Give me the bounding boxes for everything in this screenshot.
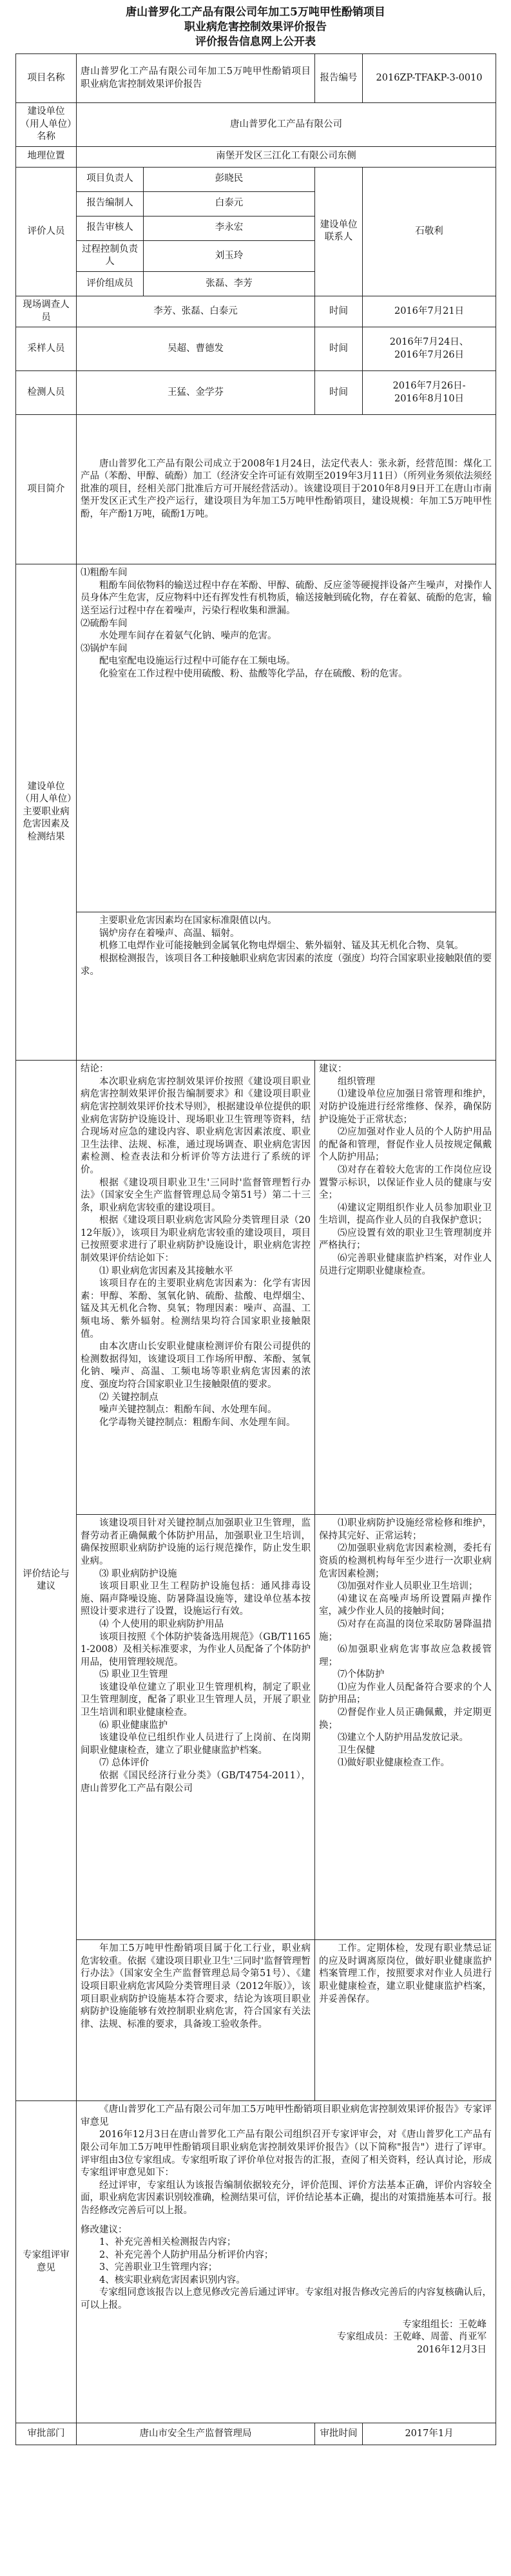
- survey-value: 李芳、张磊、白泰元: [77, 296, 315, 327]
- staff-names: 刘玉玲: [144, 240, 315, 271]
- staff-names: 李永宏: [144, 216, 315, 240]
- expert-date: 2016年12月3日: [416, 2344, 487, 2355]
- row-results: [16, 912, 496, 1061]
- tech-contact-value: 石敬利: [363, 167, 496, 296]
- conclusion-para: 由本次唐山长安职业健康检测评价有限公司提供的检测数据得知，该建设项目工作场所甲醇、苯酚、氢氧化钠、噪声、高温、工频电场等职业病危害因素的浓度、强度均符合国家职业卫生接触限值的要求。: [81, 1341, 311, 1390]
- project-name-label: 项目名称: [16, 54, 77, 103]
- conclusion-para: ⑴ 职业病危害因素及其接触水平: [99, 1265, 233, 1276]
- conclusion-para: 该建设项目针对关键控制点加强职业卫生管理，监督劳动者正确佩戴个体防护用品，加强职业卫生培训，确保按照职业病防护设施的运行规范操作，防止发生职业病。: [81, 1518, 311, 1566]
- survey-label: 现场调查人员: [16, 296, 77, 327]
- suggestion-para: ⑸应设置有效的职业卫生管理制度并严格执行；: [319, 1227, 492, 1251]
- hazard-line: ⑴粗酚车间: [81, 568, 128, 579]
- staff-label: 评价人员: [16, 167, 77, 296]
- location-label: 地理位置: [16, 146, 77, 167]
- row-project-name: [16, 54, 496, 103]
- expert-para: 2016年12月3日在唐山普罗化工产品有限公司组织召开专家评审会，对《唐山普罗化工产品有限公司年加工5万吨甲性酚销项目职业病危害控制效果评价报告》（以下简称"报告"）进行了评审。评审组由3位专家组成。专家组听取了评价单位对报告的汇报，查阅了相关资料，经认真讨论，形成专家组评审意见如下：: [81, 2129, 492, 2178]
- testing-time-value: [363, 371, 496, 415]
- sampling-time-line: 2016年7月24日、: [389, 337, 469, 348]
- staff-role: 过程控制负责人: [77, 240, 144, 271]
- results-cell: [77, 912, 496, 1061]
- conclusion-para: 依据《国民经济行业分类》（GB/T4754-2011），唐山普罗化工产品有限公司: [81, 1771, 311, 1794]
- expert-para: 经过评审，专家组认为该报告编制依据较充分，评价范围、评价方法基本正确，评价内容较全面，职业病危害因素识别较准确，检测结果可信，评价结论基本正确，提出的对策措施基本可行。报告经修改完善后可以上报。: [81, 2180, 492, 2216]
- conclusion-para: 该项目按照《个体防护装备选用规范》（GB/T11651-2008）及相关标准要求，为作业人员配备了个体防护用品，使用管理较规范。: [81, 1631, 311, 1668]
- survey-time-label: 时间: [315, 296, 363, 327]
- result-line: 锅炉房存在着噪声、高温、辐射。: [99, 928, 240, 939]
- conclusion-para: 该项目职业卫生工程防护设施包括：通风排毒设施、隔声降噪设施、防暑降温设施等，建设单位基本按照设计要求进行了设置，设施运行有效。: [81, 1581, 311, 1617]
- suggestion-para: ⑷建议定期组织作业人员参加职业卫生培训，提高作业人员的自我保护意识；: [319, 1202, 492, 1226]
- row-overview: [16, 415, 496, 564]
- sampling-time-line: 2016年7月26日: [394, 349, 465, 360]
- conclusion-right-2: [315, 1515, 496, 1940]
- approval-dept-label: 审批部门: [16, 2423, 77, 2445]
- suggestion-para: ⑶建立个人防护用品发放记录。: [338, 1733, 469, 1744]
- conclusion-para: 噪声关键控制点：粗酚车间、水处理车间。: [99, 1405, 277, 1416]
- staff-role: 报告编制人: [77, 191, 144, 216]
- expert-suggestion: 4、核实职业病危害因素识别内容。: [99, 2274, 246, 2285]
- conclusion-para: 根据《建设项目职业卫生'三同时'监督管理暂行办法》（国家安全生产监督管理总局令第51号）第二十三条，职业病危害较重的建设项目。: [81, 1177, 311, 1213]
- testing-time-line: 2016年8月10日: [394, 393, 465, 404]
- row-unit: [16, 103, 496, 147]
- conclusion-right-3: 工作。定期体检，发现有职业禁忌证的应及时调离原岗位，做好职业健康监护档案管理工作，按照要求对作业人员进行职业健康检查，建立职业健康监护档案，并妥善保存。: [315, 1940, 496, 2101]
- conclusion-left-title: 结论：: [81, 1064, 109, 1075]
- approval-time-value: 2017年1月: [363, 2423, 496, 2445]
- conclusion-para: 根据《建设项目职业病危害风险分类管理目录（2012年版）》，该项目为职业病危害较重的建设项目，项目已按照要求进行了职业病防护设施设计，职业病危害控制效果评价结论如下：: [81, 1215, 311, 1264]
- expert-members-signature: 专家组成员：王乾峰、周蕾、肖亚军: [337, 2332, 487, 2343]
- expert-suggestion: 3、完善职业卫生管理内容；: [99, 2262, 218, 2273]
- suggestion-para: ⑷建议在高噪声场所设置隔声操作室，减少作业人员的接触时间；: [319, 1593, 492, 1617]
- row-sampling: [16, 327, 496, 371]
- suggestion-para: ⑺个体防护: [338, 1669, 385, 1680]
- conclusion-para: ⑶ 职业病防护设施: [99, 1568, 177, 1579]
- hazards-label: 建设单位（用人单位）主要职业病危害因素及检测结果: [16, 564, 77, 1061]
- row-conclusion-3: [16, 1940, 496, 2101]
- staff-names: 彭晓民: [144, 167, 315, 191]
- expert-cell: [77, 2101, 496, 2423]
- expert-leader-signature: 专家组组长：王乾峰: [402, 2319, 487, 2330]
- row-testing: [16, 371, 496, 415]
- testing-value: 王猛、金学芬: [77, 371, 315, 415]
- testing-time-label: 时间: [315, 371, 363, 415]
- conclusion-para: ⑵ 关键控制点: [99, 1392, 159, 1403]
- conclusion-para: ⑸ 职业卫生管理: [99, 1669, 168, 1680]
- suggestion-para: 卫生保健: [338, 1745, 376, 1756]
- header-line-2: 职业病危害控制效果评价报告: [184, 21, 327, 34]
- hazard-line: 粗酚车间依物料的输送过程中存在苯酚、甲醇、硫酚、反应釜等硬搅拌设备产生噪声，对操作人员身体产生危害，反应物料中还有挥发性有机物质，输送接触到硫化物，存在着氨、硫酚的危害，输送至运行过程中存在着噪声，污染行程收集和泄漏。: [81, 580, 492, 616]
- staff-role: 报告审核人: [77, 216, 144, 240]
- staff-role: 评价组成员: [77, 271, 144, 296]
- conclusion-left: [77, 1061, 315, 1515]
- suggestion-para: ⑴做好职业健康检查工作。: [338, 1758, 450, 1769]
- overview-label: 项目简介: [16, 415, 77, 564]
- conclusion-right: [315, 1061, 496, 1515]
- row-location: [16, 146, 496, 167]
- conclusion-para: 该项目存在的主要职业病危害因素为：化学有害因素：甲醇、苯酚、氢氧化钠、硫酚、盐酸、电焊烟尘、锰及其无机化合物、臭氧；物理因素：噪声、高温、工频电场、紫外辐射。检测结果均符合国家职业接触限值。: [81, 1278, 311, 1340]
- suggestion-para: ⑹加强职业病危害事故应急救援管理；: [319, 1644, 492, 1668]
- suggestion-para: ⑶加强对作业人员职业卫生培训；: [338, 1581, 478, 1592]
- hazard-line: ⑶锅炉车间: [81, 643, 128, 654]
- sampling-value: 吴超、曹德发: [77, 327, 315, 371]
- sampling-time-label: 时间: [315, 327, 363, 371]
- conclusion-left-3: 年加工5万吨甲性酚销项目属于化工行业，职业病危害较重。依据《建设项目职业卫生'三同时'监督管理暂行办法》（国家安全生产监督管理总局令第51号）、《建设项目职业病危害风险分类管理目录（2012年版）》，该项目职业病防护设施基本符合要求，结论为该项目职业病防护设施能够有效控制职业病危害，符合国家有关法律、法规、标准的要求，具备竣工验收条件。: [77, 1940, 315, 2101]
- hazards-cell: [77, 564, 496, 912]
- row-hazards: [16, 564, 496, 912]
- hazard-line: 配电室配电设施运行过程中可能存在工频电场。: [99, 656, 296, 667]
- conclusion-right-title: 建议：: [319, 1064, 347, 1075]
- conclusion-para: ⑺ 总体评价: [99, 1758, 149, 1769]
- staff-names: 张磊、李芳: [144, 271, 315, 296]
- sampling-time-value: [363, 327, 496, 371]
- location-value: 南堡开发区三江化工有限公司东侧: [77, 146, 496, 167]
- hazard-line: 化验室在工作过程中使用硫酸、粉、盐酸等化学品，存在硫酸、粉的危害。: [99, 668, 408, 679]
- expert-closing: 专家组同意该报告以上意见修改完善后通过评审。专家组对报告修改完善后的内容复核确认后，可以上报。: [81, 2287, 492, 2311]
- conclusion-label: 评价结论与建议: [16, 1061, 77, 2101]
- staff-row: [16, 167, 496, 191]
- row-conclusion: [16, 1061, 496, 1515]
- suggestion-para: ⑶对存在着较大危害的工作岗位应设置警示标识，以保证作业人员的健康与安全；: [319, 1164, 492, 1201]
- expert-suggestion: 1、补充完善相关检测报告内容；: [99, 2237, 236, 2248]
- expert-suggest-title: 修改建议：: [81, 2224, 128, 2235]
- overview-text: 唐山普罗化工产品有限公司成立于2008年1月24日，法定代表人：张永新，经营范围：煤化工产品（苯酚、甲醇、硫酚）加工（经济安全许可证有效期至2019年3月11日）（所列业务须依法须经批准的项目，经相关部门批准后方可开展经营活动）。该建设项目于2010年8月9日开工在唐山市南堡开发区正式生产投产运行，建设项目为年加工5万吨甲性酚销项目，建设规模：年加工5万吨甲性酚，年产酚1万吨，硫酚1万吨。: [77, 415, 496, 564]
- document-header: [15, 5, 496, 50]
- survey-time-value: 2016年7月21日: [363, 296, 496, 327]
- conclusion-para: ⑷ 个人使用的职业病防护用品: [99, 1619, 224, 1629]
- approval-dept-value: 唐山市安全生产监督管理局: [77, 2423, 315, 2445]
- expert-label: 专家组评审意见: [16, 2101, 77, 2423]
- conclusion-para: 本次职业病危害控制效果评价按照《建设项目职业病危害控制效果评价报告编制要求》和《建设项目职业病危害控制效果评价技术导则》，根据建设单位提供的职业病危害防护设施设计、现场职业卫生管理等资料，结合现场对应急的建设内容、职业病危害因素浓度、职业卫生法律、法规、标准，通过现场调查、职业病危害因素检测、检查表法和分析评价等方法进行了系统的评价。: [81, 1076, 311, 1175]
- expert-intro: 《唐山普罗化工产品有限公司年加工5万吨甲性酚销项目职业病危害控制效果评价报告》专家评审意见: [81, 2104, 492, 2128]
- report-no-label: 报告编号: [315, 54, 363, 103]
- suggestion-para: ⑸对存在高温的岗位采取防暑降温措施；: [319, 1619, 492, 1642]
- staff-role: 项目负责人: [77, 167, 144, 191]
- hazard-line: 水处理车间存在着氨气化钠、噪声的危害。: [99, 631, 277, 642]
- tech-contact-label: 建设单位联系人: [315, 167, 363, 296]
- conclusion-para: 化学毒物关键控制点：粗酚车间、水处理车间。: [99, 1417, 296, 1428]
- suggestion-para: ⑹完善职业健康监护档案，对作业人员进行定期职业健康检查。: [319, 1253, 492, 1276]
- result-line: 主要职业危害因素均在国家标准限值以内。: [99, 916, 277, 927]
- suggestion-para: ⑵应加强对作业人员的个人防护用品的配备和管理，督促作业人员按规定佩戴个人防护用品；: [319, 1127, 492, 1163]
- suggestion-para: 组织管理: [338, 1076, 376, 1087]
- approval-time-label: 审批时间: [315, 2423, 363, 2445]
- conclusion-para: 该建设单位建立了职业卫生管理机构，制定了职业卫生管理制度，配备了职业卫生管理人员，开展了职业卫生培训和职业健康检查。: [81, 1682, 311, 1718]
- expert-suggestion: 2、补充完善个人防护用品分析评价内容；: [99, 2249, 274, 2260]
- conclusion-para: 该建设单位已组织作业人员进行了上岗前、在岗期间职业健康检查，建立了职业健康监护档案。: [81, 1733, 311, 1756]
- unit-value: 唐山普罗化工产品有限公司: [77, 103, 496, 147]
- result-line: 机修工电焊作业可能接触到金属氧化物电焊烟尘、紫外辐射、锰及其无机化合物、臭氧。: [99, 941, 464, 952]
- conclusion-left-2: [77, 1515, 315, 1940]
- report-no-value: 2016ZP-TFAKP-3-0010: [363, 54, 496, 103]
- conclusion-para: ⑹ 职业健康监护: [99, 1720, 168, 1731]
- testing-time-line: 2016年7月26日-: [392, 381, 466, 392]
- project-name-value: 唐山普罗化工产品有限公司年加工5万吨甲性酚销项目职业病危害控制效果评价报告: [77, 54, 315, 103]
- suggestion-para: ⑴职业病防护设施经常检修和维护，保持其完好、正常运转；: [319, 1518, 492, 1541]
- suggestion-para: ⑵加强职业病危害因素检测，委托有资质的检测机构每年至少进行一次职业病危害因素检测；: [319, 1543, 492, 1579]
- result-line: 根据检测报告，该项目各工种接触职业病危害因素的浓度（强度）均符合国家职业接触限值的要求。: [81, 953, 492, 977]
- testing-label: 检测人员: [16, 371, 77, 415]
- suggestion-para: ⑵督促作业人员正确佩戴，并定期更换；: [319, 1707, 492, 1731]
- row-survey: [16, 296, 496, 327]
- row-conclusion-2: [16, 1515, 496, 1940]
- row-expert: [16, 2101, 496, 2423]
- hazard-line: ⑵硫酚车间: [81, 618, 128, 629]
- suggestion-para: ⑴建设单位应加强日常管理和维护，对防护设施进行经常维修、保养，确保防护设施处于正常状态；: [319, 1089, 492, 1125]
- staff-names: 白泰元: [144, 191, 315, 216]
- sampling-label: 采样人员: [16, 327, 77, 371]
- header-line-3: 评价报告信息网上公开表: [195, 35, 316, 48]
- row-approval: [16, 2423, 496, 2445]
- disclosure-table: [15, 53, 496, 2445]
- suggestion-para: ⑴应为作业人员配备符合要求的个人防护用品；: [319, 1682, 492, 1706]
- unit-label: 建设单位（用人单位）名称: [16, 103, 77, 147]
- header-line-1: 唐山普罗化工产品有限公司年加工5万吨甲性酚销项目: [126, 6, 385, 19]
